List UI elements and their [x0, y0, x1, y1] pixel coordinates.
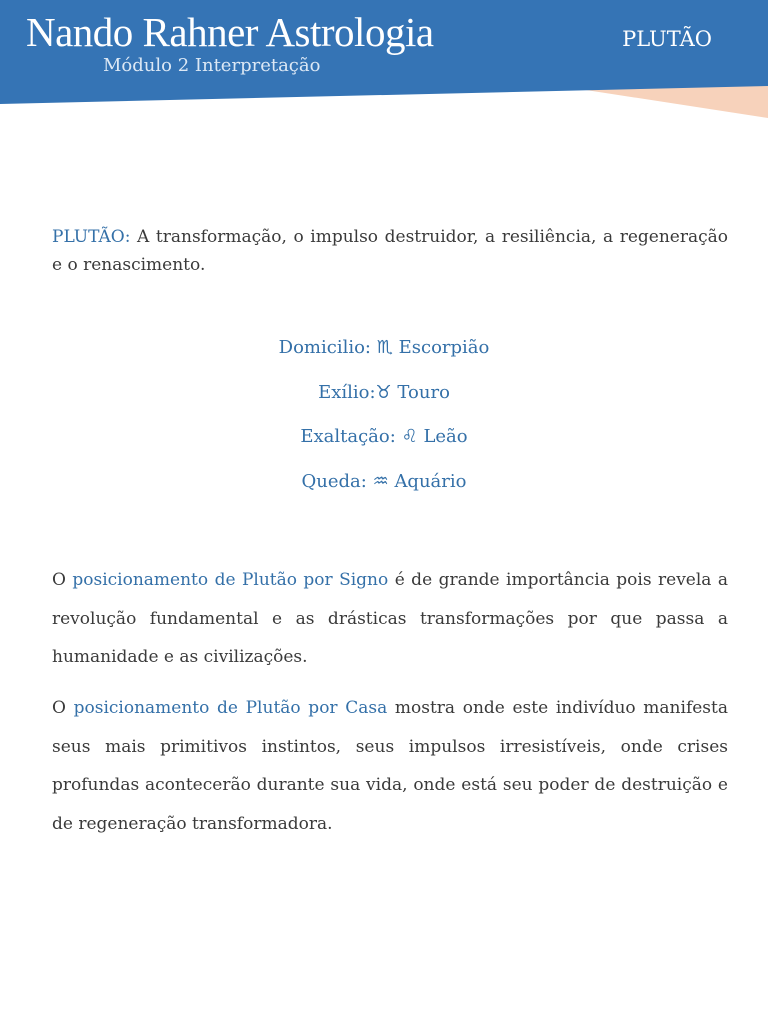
scorpio-icon: ♏	[376, 337, 393, 358]
dignity-sign: Escorpião	[398, 337, 490, 358]
sign-placement-link[interactable]: posicionamento de Plutão por Signo	[72, 570, 389, 590]
dignity-fall	[0, 467, 768, 512]
paragraph-text: mostra onde este indivíduo manifesta seus mais primitivos instintos, seus impulsos irresistíveis, onde crises profundas acontecerão durante sua vida, onde está seu poder de destruição e de regeneração transformadora.	[52, 698, 728, 834]
dignity-label: Exílio:	[318, 381, 376, 403]
planet-heading: PLUTÃO	[622, 27, 712, 51]
dignity-exaltation	[0, 422, 768, 467]
taurus-icon: ♉	[375, 381, 392, 403]
dignity-label: Queda:	[301, 471, 367, 493]
dignity-sign: Touro	[397, 381, 450, 403]
intro-label: PLUTÃO:	[52, 227, 131, 247]
intro-paragraph	[52, 223, 728, 279]
intro-text: A transformação, o impulso destruidor, a resiliência, a regeneração e o renascimento.	[52, 227, 728, 275]
house-placement-link[interactable]: posicionamento de Plutão por Casa	[73, 698, 388, 718]
dignity-label: Domicilio:	[278, 337, 371, 358]
dignity-sign: Aquário	[394, 471, 467, 493]
paragraph-prefix: O	[52, 698, 74, 718]
paragraph-prefix: O	[52, 570, 73, 590]
house-placement-paragraph	[52, 689, 728, 843]
dignity-domicile	[0, 333, 768, 378]
aquarius-icon: ♒	[372, 471, 389, 493]
dignities-list	[0, 333, 768, 512]
brand-title: Nando Rahner Astrologia	[26, 9, 434, 55]
module-subtitle: Módulo 2 Interpretação	[103, 55, 321, 76]
leo-icon: ♌	[401, 426, 418, 448]
sign-placement-paragraph	[52, 561, 728, 677]
dignity-exile	[0, 378, 768, 423]
dignity-label: Exaltação:	[300, 426, 396, 448]
dignity-sign: Leão	[423, 426, 468, 448]
header-banner	[0, 0, 768, 120]
paragraph-text: é de grande importância pois revela a revolução fundamental e as drásticas transformações por que passa a humanidade e as civilizações.	[52, 570, 728, 667]
